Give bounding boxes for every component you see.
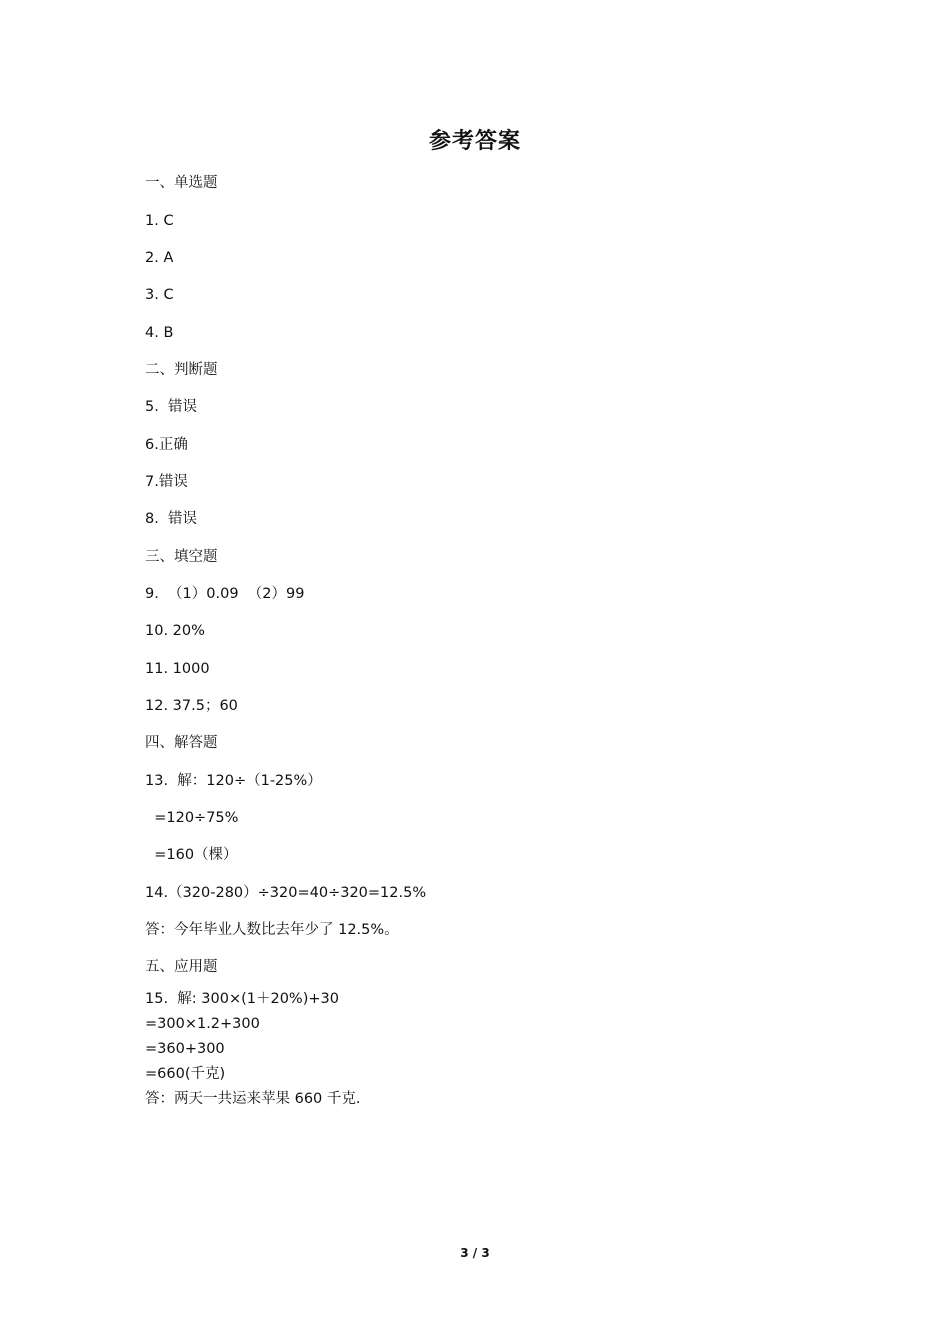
answer-15-line-5: 答：两天一共运来苹果 660 千克. xyxy=(145,1091,361,1107)
answer-7: 7.错误 xyxy=(145,474,188,490)
answer-3: 3. C xyxy=(145,287,174,303)
answer-14-line-1: 14.（320-280）÷320=40÷320=12.5% xyxy=(145,885,427,901)
answer-2: 2. A xyxy=(145,250,174,266)
answer-15-line-1: 15. 解: 300×(1＋20%)+30 xyxy=(145,991,339,1007)
answer-13-line-1: 13. 解：120÷（1-25%） xyxy=(145,773,322,789)
answer-10: 10. 20% xyxy=(145,623,205,639)
answer-6: 6.正确 xyxy=(145,437,188,453)
answer-15-line-3: =360+300 xyxy=(145,1041,225,1057)
section-heading-true-false: 二、判断题 xyxy=(145,362,218,378)
answer-8: 8. 错误 xyxy=(145,511,198,527)
section-heading-application: 五、应用题 xyxy=(145,959,218,975)
answer-13-line-2: =120÷75% xyxy=(145,810,239,826)
answer-5: 5. 错误 xyxy=(145,399,198,415)
answer-15-line-2: =300×1.2+300 xyxy=(145,1016,260,1032)
answer-12: 12. 37.5；60 xyxy=(145,698,238,714)
answer-9: 9. （1）0.09 （2）99 xyxy=(145,586,305,602)
answer-15-line-4: =660(千克) xyxy=(145,1066,226,1082)
section-heading-single-choice: 一、单选题 xyxy=(145,175,218,191)
answer-14-line-2: 答：今年毕业人数比去年少了 12.5%。 xyxy=(145,922,399,938)
answer-13-line-3: =160（棵） xyxy=(145,847,238,863)
section-heading-solve: 四、解答题 xyxy=(145,735,218,751)
answer-4: 4. B xyxy=(145,325,174,341)
page-title: 参考答案 xyxy=(428,129,521,154)
answer-1: 1. C xyxy=(145,213,174,229)
page-number: 3 / 3 xyxy=(460,1246,490,1260)
answer-11: 11. 1000 xyxy=(145,661,210,677)
section-heading-fill-blank: 三、填空题 xyxy=(145,549,218,565)
